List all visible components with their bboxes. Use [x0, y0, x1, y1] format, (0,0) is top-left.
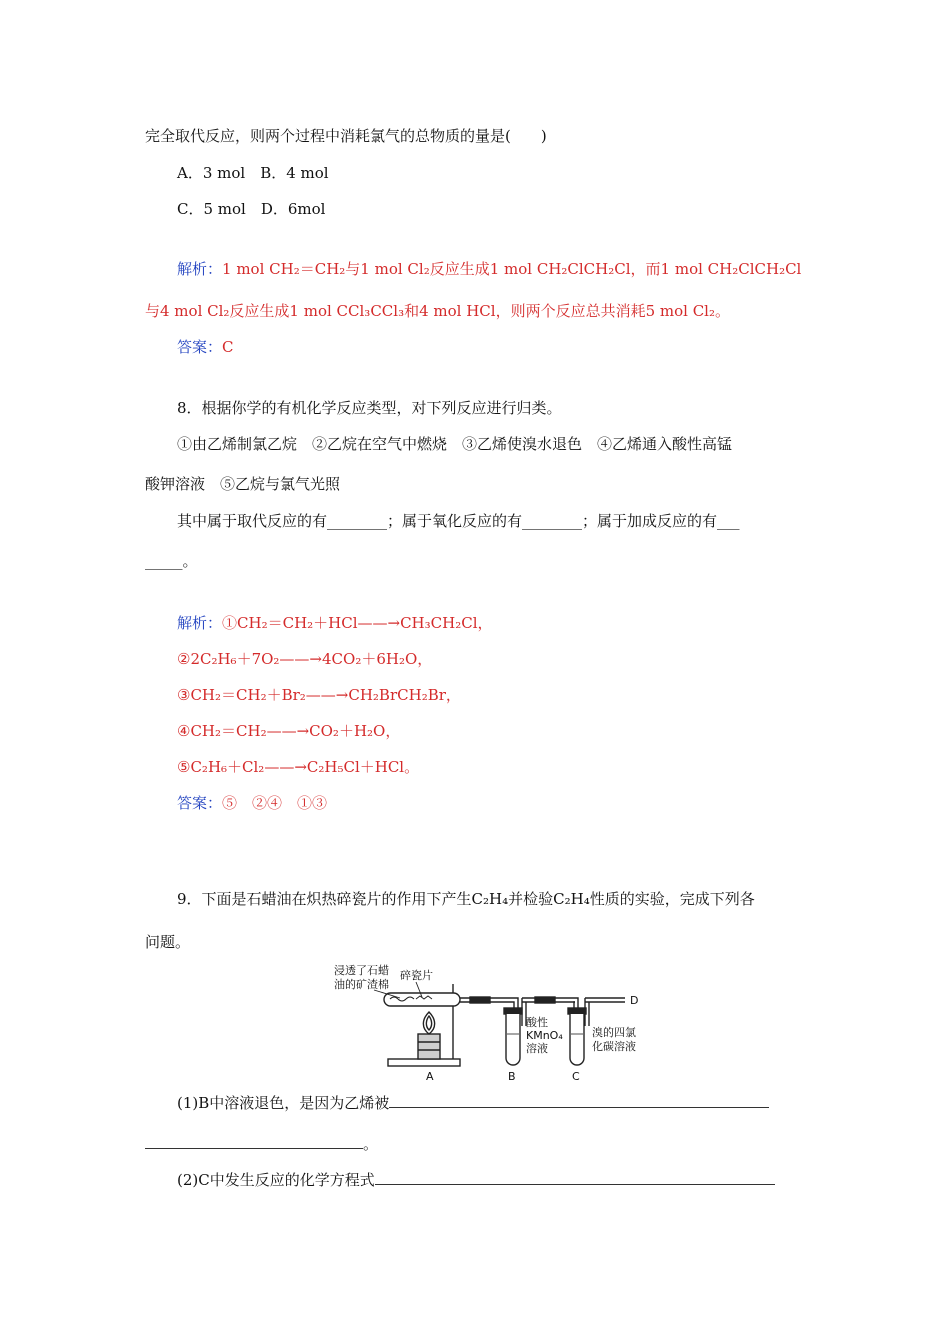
q7-stem-end: 完全取代反应，则两个过程中消耗氯气的总物质的量是( )	[145, 127, 547, 145]
q9-sub1-blank-cont[interactable]	[145, 1134, 363, 1149]
q8-items-line1: ①由乙烯制氯乙烷 ②乙烷在空气中燃烧 ③乙烯使溴水退色 ④乙烯通入酸性高锰	[177, 435, 733, 453]
q9-sub1	[177, 1093, 769, 1113]
q8-fill-line1: 其中属于取代反应的有________；属于氧化反应的有________；属于加成反应的有___	[177, 512, 740, 530]
label-kmno4-line3: 溶液	[526, 1042, 548, 1055]
q9-stem-line1: 9．下面是石蜡油在炽热碎瓷片的作用下产生C₂H₄并检验C₂H₄性质的实验，完成下列各	[177, 890, 755, 908]
q8-eq1: ①CH₂＝CH₂＋HCl——→CH₃CH₂Cl，	[222, 614, 493, 632]
q9-sub2-prefix: (2)C中发生反应的化学方程式	[177, 1171, 375, 1189]
label-a: A	[426, 1070, 434, 1083]
test-tube-b	[506, 1014, 520, 1065]
q9-sub1-cont	[145, 1134, 378, 1154]
q7-analysis-text1: 1 mol CH₂＝CH₂与1 mol Cl₂反应生成1 mol CH₂ClCH₂Cl，而1 mol CH₂ClCH₂Cl	[222, 260, 802, 278]
label-b: B	[508, 1070, 516, 1083]
q8-analysis-label: 解析：	[177, 614, 223, 632]
q8-analysis-eq1	[177, 613, 493, 633]
apparatus-figure	[330, 962, 660, 1086]
label-porcelain: 碎瓷片	[400, 969, 433, 982]
q9-sub2-blank[interactable]	[375, 1170, 775, 1185]
stand-base	[388, 1059, 460, 1066]
q7-analysis-line1	[177, 259, 801, 279]
label-d: D	[630, 994, 639, 1007]
q9-stem-line2: 问题。	[145, 933, 191, 951]
label-kmno4-line2: KMnO₄	[526, 1029, 563, 1042]
q8-eq5: ⑤C₂H₆＋Cl₂——→C₂H₅Cl＋HCl。	[177, 758, 420, 776]
burner-block	[418, 1034, 440, 1059]
q9-sub1-prefix: (1)B中溶液退色，是因为乙烯被	[177, 1094, 390, 1112]
q8-answer-label: 答案：	[177, 794, 223, 812]
q9-sub1-blank[interactable]	[389, 1093, 769, 1108]
q8-answer	[177, 793, 327, 813]
label-oil-line1: 浸透了石蜡	[334, 964, 389, 977]
q9-sub2	[177, 1170, 775, 1190]
label-br-line2: 化碳溶液	[592, 1040, 636, 1053]
q8-eq4: ④CH₂＝CH₂——→CO₂＋H₂O，	[177, 722, 401, 740]
test-tube-a	[384, 993, 460, 1006]
q8-eq3: ③CH₂＝CH₂＋Br₂——→CH₂BrCH₂Br，	[177, 686, 461, 704]
q7-options-cd: C．5 mol D．6mol	[177, 200, 326, 218]
label-kmno4-line1: 酸性	[526, 1016, 548, 1029]
q7-answer-label: 答案：	[177, 338, 223, 356]
label-br-line1: 溴的四氯	[592, 1026, 636, 1039]
q7-answer	[177, 337, 234, 357]
test-tube-c	[570, 1014, 584, 1065]
q8-eq2: ②2C₂H₆＋7O₂——→4CO₂＋6H₂O，	[177, 650, 433, 668]
q7-options-ab: A．3 mol B．4 mol	[177, 164, 329, 182]
q8-items-line2: 酸钾溶液 ⑤乙烷与氯气光照	[145, 475, 341, 493]
q9-sub1-suffix: 。	[363, 1135, 379, 1153]
rubber-connector-2	[535, 997, 555, 1003]
q7-analysis-label: 解析：	[177, 260, 223, 278]
rubber-connector-1	[470, 997, 490, 1003]
q8-fill-line2: _____。	[145, 552, 198, 570]
q8-answer-value: ⑤ ②④ ①③	[222, 794, 328, 812]
q8-stem: 8．根据你学的有机化学反应类型，对下列反应进行归类。	[177, 399, 562, 417]
q7-answer-value: C	[222, 338, 234, 356]
label-oil-line2: 油的矿渣棉	[334, 978, 389, 991]
q7-analysis-line2: 与4 mol Cl₂反应生成1 mol CCl₃CCl₃和4 mol HCl，则两个反应总共消耗5 mol Cl₂。	[145, 302, 730, 320]
label-c: C	[572, 1070, 580, 1083]
